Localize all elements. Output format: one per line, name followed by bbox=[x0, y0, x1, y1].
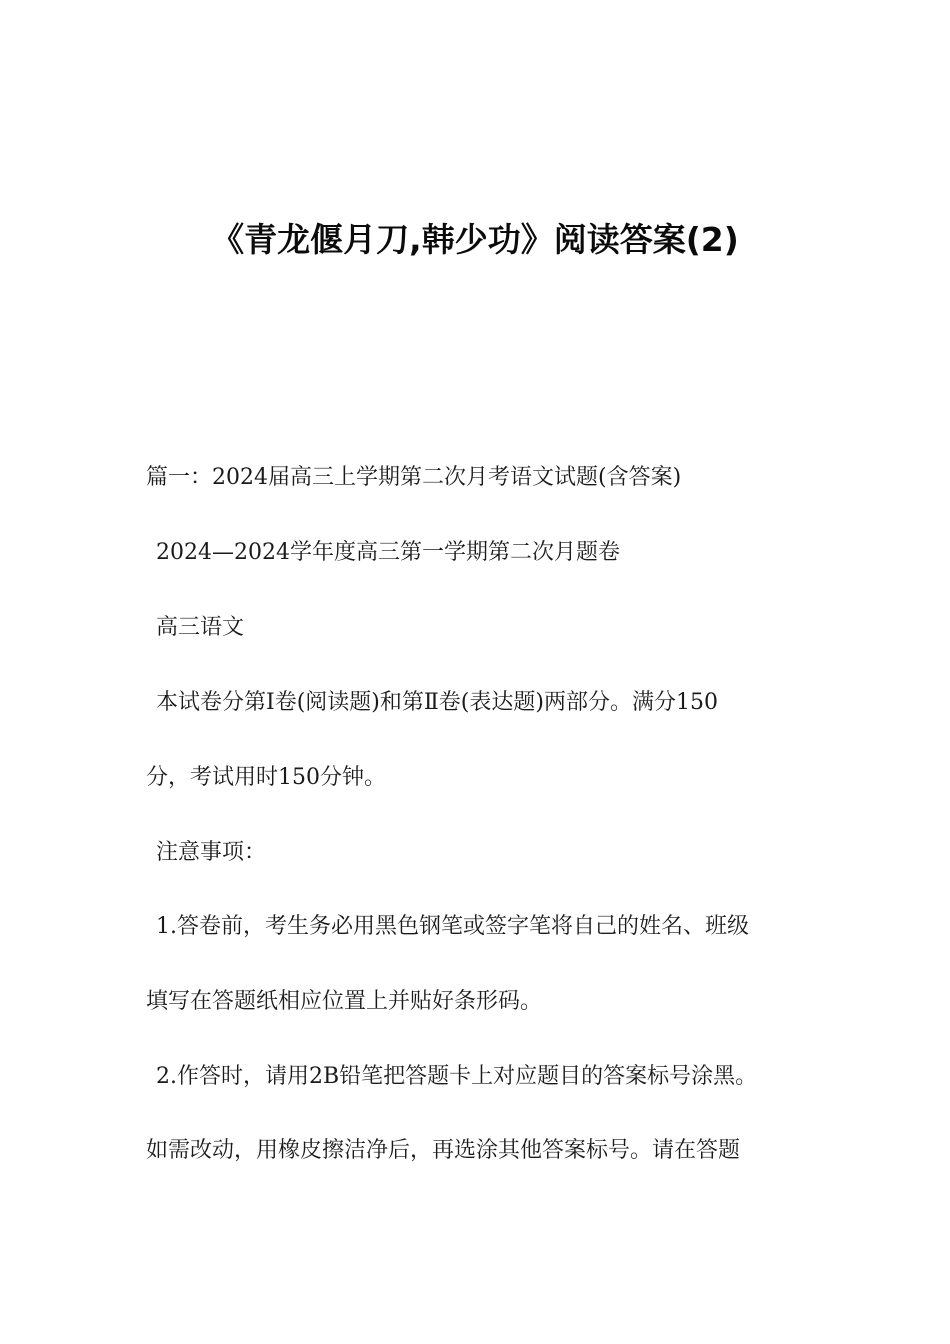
notes-heading: 注意事项： bbox=[156, 840, 267, 865]
note-1-line-1: 1.答卷前，考生务必用黑色钢笔或签字笔将自己的姓名、班级 bbox=[156, 914, 749, 939]
note-1-line-2: 填写在答题纸相应位置上并贴好条形码。 bbox=[146, 989, 543, 1014]
note-2-line-1: 2.作答时，请用2B铅笔把答题卡上对应题目的答案标号涂黑。 bbox=[156, 1064, 758, 1089]
exam-duration-line: 分，考试用时150分钟。 bbox=[146, 765, 386, 790]
section-heading-line: 篇一：2024届高三上学期第二次月考语文试题(含答案) bbox=[146, 465, 682, 490]
note-2-line-2: 如需改动，用橡皮擦洁净后，再选涂其他答案标号。请在答题 bbox=[146, 1138, 741, 1163]
exam-term-line: 2024—2024学年度高三第一学期第二次月题卷 bbox=[156, 540, 620, 565]
subject-line: 高三语文 bbox=[156, 615, 245, 640]
exam-structure-line: 本试卷分第Ⅰ卷(阅读题)和第Ⅱ卷(表达题)两部分。满分150 bbox=[156, 690, 718, 715]
document-title: 《青龙偃月刀,韩少功》阅读答案(2) bbox=[211, 220, 739, 259]
